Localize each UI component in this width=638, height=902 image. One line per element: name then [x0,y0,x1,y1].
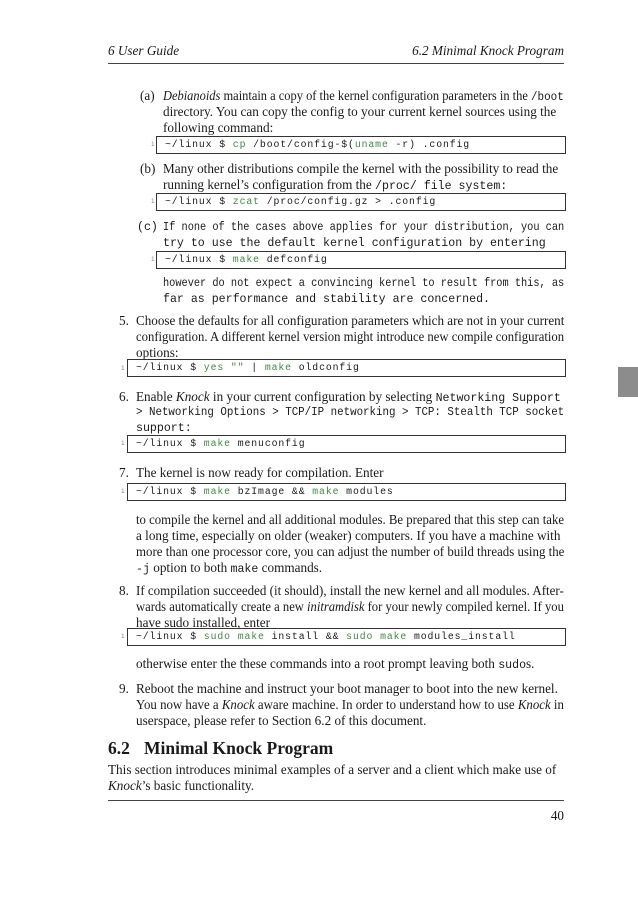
header-rule [108,63,564,64]
item-number-6: 6. [119,389,129,404]
code-text: ~/linux $ zcat /proc/config.gz > .config [165,196,437,207]
sub-b-line-1: Many other distributions compile the kernel with the possibility to read the [163,161,559,176]
item-number-8: 8. [119,583,129,598]
code-line-number: 1 [151,256,155,263]
item-6-line-2: > Networking Options > TCP/IP networking > TCP: Stealth TCP socket [136,406,565,419]
section-heading [108,738,333,759]
code-line-number: 1 [121,365,125,372]
item-number-5: 5. [119,313,129,328]
item-8-line-2: wards automatically create a new initramdisk for your newly compiled kernel. If you [136,599,564,614]
item-6-line-3: support: [136,422,192,435]
item-7-para-line-3: more than one processor core, you can adjust the number of build threads using the [136,544,565,559]
code-block-6 [127,435,566,453]
chapter-thumb-tab [618,367,638,397]
item-7-para-line-1: to compile the kernel and all additional modules. Be prepared that this step can take [136,512,565,527]
item-number-7: 7. [119,465,129,480]
code-text: ~/linux $ make defconfig [165,254,328,265]
code-line-number: 1 [121,633,125,640]
code-text: ~/linux $ cp /boot/config-$(uname -r) .config [165,139,471,150]
footer-rule [108,800,564,801]
item-7-para-line-2: a long time, especially on older (weaker) computers. If you have a machine with [136,528,561,543]
sub-a-line-2: directory. You can copy the config to your current kernel sources using the [163,104,557,119]
header-section: 6.2 Minimal Knock Program [412,43,564,58]
code-line-number: 1 [151,198,155,205]
code-line-number: 1 [151,141,155,148]
section-title: Minimal Knock Program [144,738,334,758]
item-7-para-line-4: -j option to both make commands. [136,560,323,576]
item-9-line-1: Reboot the machine and instruct your boot manager to boot into the new kernel. [136,681,558,696]
code-text: ~/linux $ make bzImage && make modules [136,486,394,497]
header-chapter: 6 User Guide [108,43,180,58]
running-header [108,43,564,59]
code-block-5 [127,359,566,377]
item-6-line-1: Enable Knock in your current configuration by selecting Networking Support [136,389,561,405]
item-9-line-2: You now have a Knock aware machine. In order to understand how to use Knock in [136,697,564,712]
item-5-line-1: Choose the defaults for all configuration parameters which are not in your current [136,313,565,328]
sub-label-a: (a) [140,88,155,103]
item-9-line-3: userspace, please refer to Section 6.2 of this document. [136,713,427,728]
code-text: ~/linux $ make menuconfig [136,438,306,449]
sub-a-line-3: following command: [163,120,274,135]
code-line-number: 1 [121,440,125,447]
item-5-line-3: options: [136,345,179,360]
sub-c-line-3: however do not expect a convincing kernel to result from this, as [163,277,565,290]
sub-label-b: (b) [140,161,156,176]
sub-c-line-1: If none of the cases above applies for your distribution, you can [163,221,565,234]
sub-c-line-4: far as performance and stability are concerned. [163,293,490,306]
item-8-line-1: If compilation succeeded (it should), install the new kernel and all modules. After- [136,583,564,598]
code-block-7 [127,483,566,501]
item-7-line-1: The kernel is now ready for compilation. Enter [136,465,384,480]
code-block-c [156,251,566,269]
code-block-a [156,136,566,154]
item-8-line-3: have sudo installed, enter [136,615,271,630]
sub-a-line-1: Debianoids maintain a copy of the kernel configuration parameters in the /boot [163,88,564,104]
item-8-para: otherwise enter the these commands into a root prompt leaving both sudos. [136,656,535,672]
code-line-number: 1 [121,488,125,495]
sub-label-c: (c) [137,221,158,234]
section-para-line-1: This section introduces minimal examples of a server and a client which make use of [108,762,557,777]
sub-b-line-2: running kernel’s configuration from the /proc/ file system: [163,177,508,193]
page-number: 40 [550,808,564,823]
code-text: ~/linux $ sudo make install && sudo make modules_install [136,631,516,642]
code-block-8 [127,628,566,646]
section-para-line-2: Knock’s basic functionality. [108,778,255,793]
item-5-line-2: configuration. A different kernel version might introduce new compile configuration [136,329,565,344]
section-number: 6.2 [108,738,130,758]
item-number-9: 9. [119,681,129,696]
sub-c-line-2: try to use the default kernel configuration by entering [163,237,546,250]
code-block-b [156,193,566,211]
code-text: ~/linux $ yes "" | make oldconfig [136,362,360,373]
